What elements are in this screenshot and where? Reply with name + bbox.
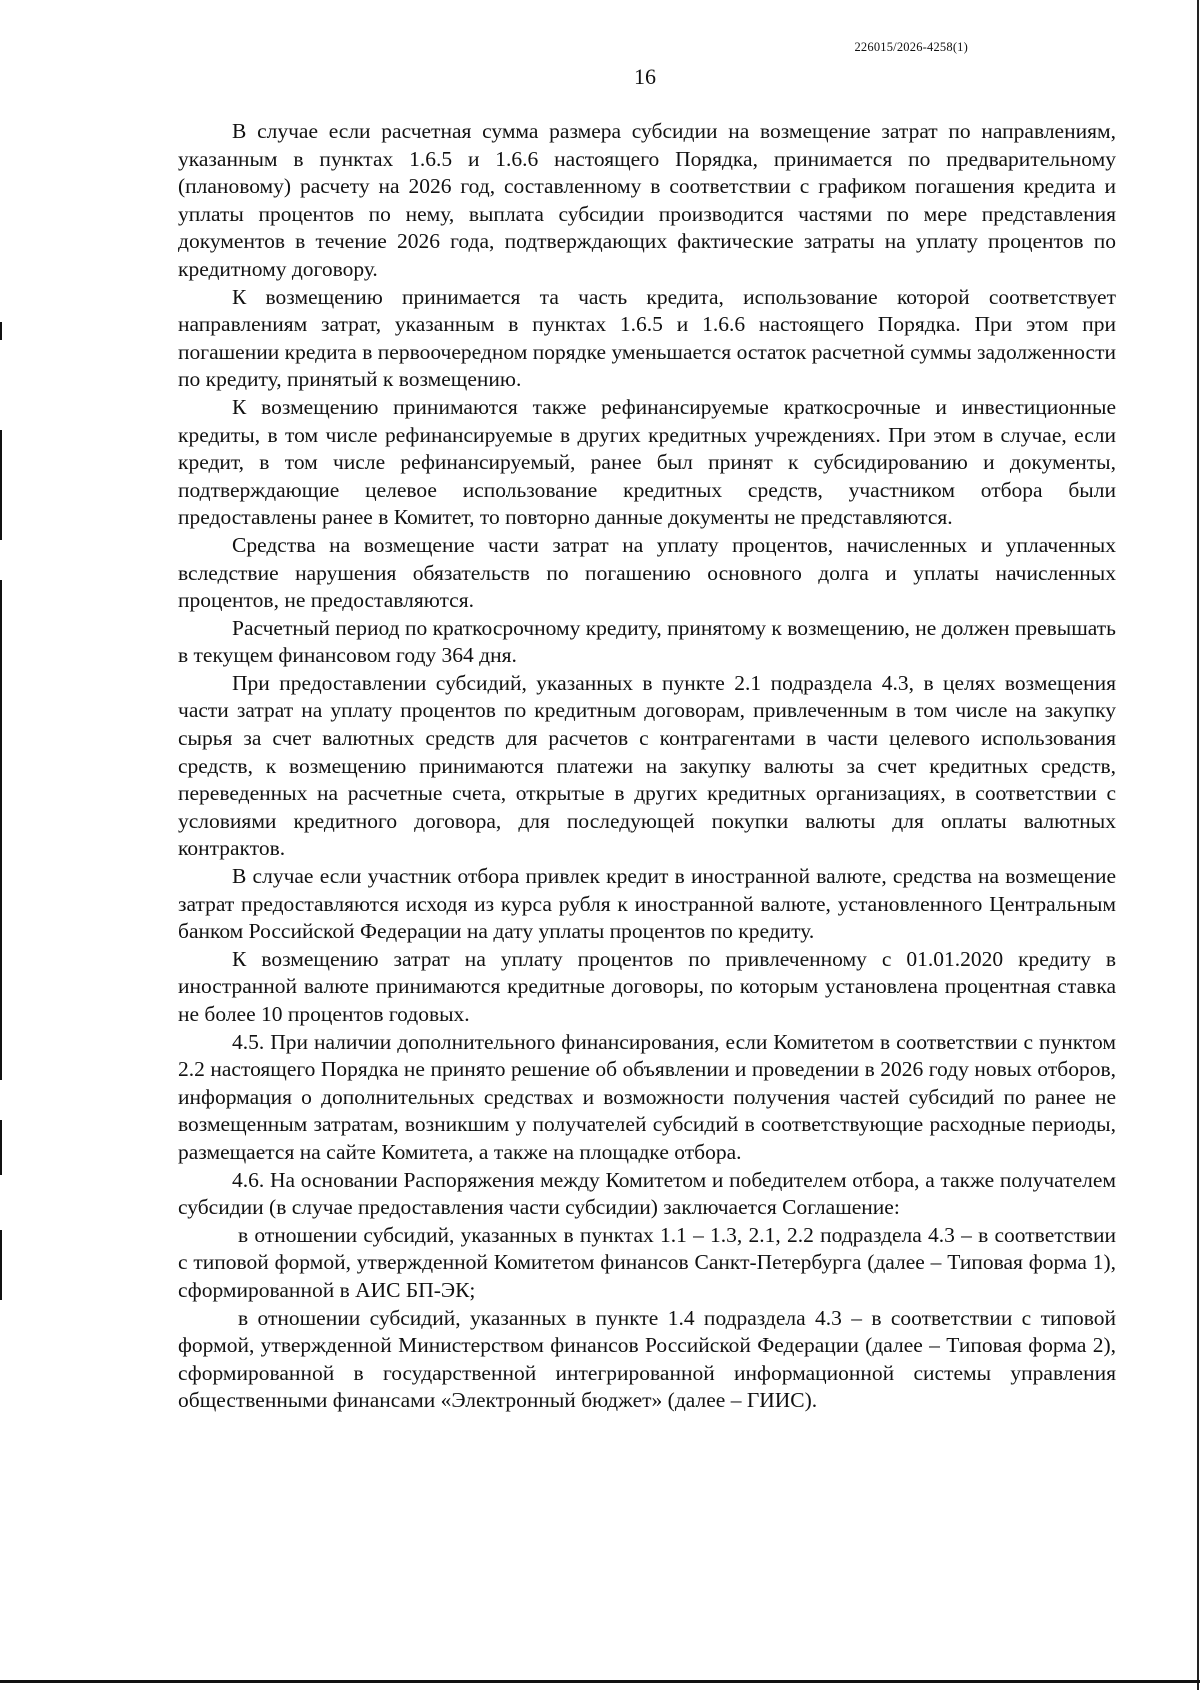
document-body <box>178 118 1116 1415</box>
paragraph-interest-rate-limit: К возмещению затрат на уплату процентов по привлеченному с 01.01.2020 кредиту в иностранной валюте принимаются кредитные договоры, по которым установлена процентная ставка не более 10 процентов годовых. <box>178 946 1116 1026</box>
margin-mark <box>0 1230 2 1300</box>
page-number: 16 <box>634 64 656 89</box>
paragraph-section-4-6: 4.6. На основании Распоряжения между Комитетом и победителем отбора, а также получателем субсидии (в случае предоставления части субсидии) заключается Соглашение: <box>178 1167 1116 1220</box>
margin-mark <box>0 1120 2 1175</box>
paragraph-refinanced-credits: К возмещению принимаются также рефинансируемые краткосрочные и инвестиционные кредиты, в том числе рефинансируемые в других кредитных учреждениях. При этом в случае, если кредит, в том числе рефинансируемый, ранее был принят к субсидированию и документы, подтверждающие целевое использование кредитных средств, участником отбора были предоставлены ранее в Комитет, то повторно данные документы не представляются. <box>178 394 1116 530</box>
margin-mark <box>0 580 2 1080</box>
paragraph-credit-portion: К возмещению принимается та часть кредита, использование которой соответствует направлениям затрат, указанным в пунктах 1.6.5 и 1.6.6 настоящего Порядка. При этом при погашении кредита в первоочередном порядке уменьшается остаток расчетной суммы задолженности по кредиту, принятый к возмещению. <box>178 284 1116 392</box>
paragraph-subsidy-calculation: В случае если расчетная сумма размера субсидии на возмещение затрат по направлениям, указанным в пунктах 1.6.5 и 1.6.6 настоящего Порядка, принимается по предварительному (плановому) расчету на 2026 год, составленному в соответствии с графиком погашения кредита и уплаты процентов по нему, выплата субсидии производится частями по мере представления документов в течение 2026 года, подтверждающих фактические затраты на уплату процентов по кредитному договору. <box>178 119 1116 281</box>
document-registration-number: 226015/2026-4258(1) <box>854 40 968 54</box>
paragraph-standard-form-1: в отношении субсидий, указанных в пунктах 1.1 – 1.3, 2.1, 2.2 подраздела 4.3 – в соответствии с типовой формой, утвержденной Комитетом финансов Санкт-Петербурга (далее – Типовая форма 1), сформированной в АИС БП-ЭК; <box>178 1222 1116 1302</box>
paragraph-penalty-interest: Средства на возмещение части затрат на уплату процентов, начисленных и уплаченных вследствие нарушения обязательств по погашению основного долга и уплаты начисленных процентов, не предоставляются. <box>178 532 1116 613</box>
paragraph-standard-form-2: в отношении субсидий, указанных в пункте 1.4 подраздела 4.3 – в соответствии с типовой формой, утвержденной Министерством финансов Российской Федерации (далее – Типовая форма 2), сформированной в государственной интегрированной информационной системы управления общественными финансами «Электронный бюджет» (далее – ГИИС). <box>178 1305 1116 1413</box>
margin-mark <box>0 322 2 340</box>
paragraph-foreign-currency-credit: В случае если участник отбора привлек кредит в иностранной валюте, средства на возмещение затрат предоставляются исходя из курса рубля к иностранной валюте, установленного Центральным банком Российской Федерации на дату уплаты процентов по кредиту. <box>178 864 1116 944</box>
paragraph-section-4-5: 4.5. При наличии дополнительного финансирования, если Комитетом в соответствии с пунктом 2.2 настоящего Порядка не принято решение об объявлении и проведении в 2026 году новых отборов, информация о дополнительных средствах и возможности получения частей субсидий по ранее не возмещенным затратам, возникшим у получателей субсидий в соответствующие расходные периоды, размещается на сайте Комитета, а также на площадке отбора. <box>178 1029 1116 1164</box>
scan-edge-bottom <box>0 1680 1200 1683</box>
paragraph-currency-purchase: При предоставлении субсидий, указанных в пункте 2.1 подраздела 4.3, в целях возмещения части затрат на уплату процентов по кредитным договорам, привлеченным в том числе на закупку сырья за счет валютных средств для расчетов с контрагентами в части целевого использования средств, к возмещению принимаются платежи на закупку валюты за счет кредитных средств, переведенных на расчетные счета, открытые в других кредитных организациях, в соответствии с условиями кредитного договора, для последующей покупки валюты для оплаты валютных контрактов. <box>178 670 1116 861</box>
scan-edge-right <box>1197 0 1199 1690</box>
paragraph-calculation-period: Расчетный период по краткосрочному кредиту, принятому к возмещению, не должен превышать в текущем финансовом году 364 дня. <box>178 615 1116 668</box>
margin-mark <box>0 430 2 540</box>
